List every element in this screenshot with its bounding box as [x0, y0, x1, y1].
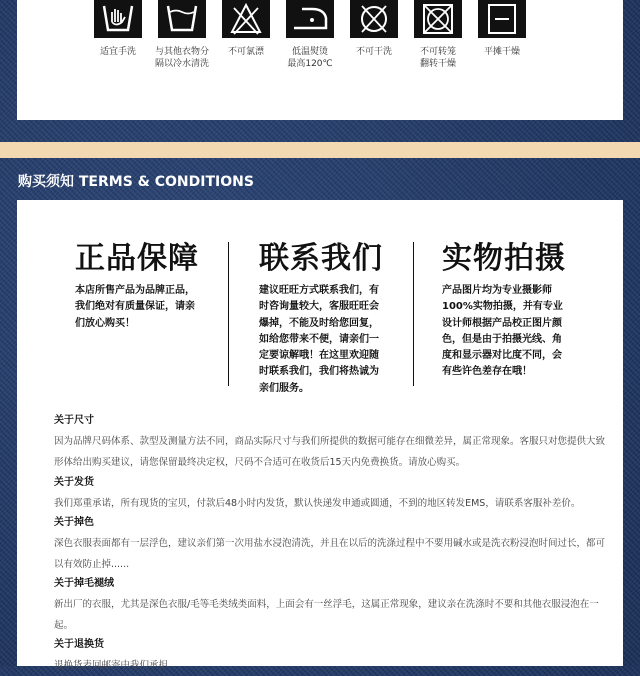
note-text: 因为品牌尺码体系、款型及测量方法不同，商品实际尺寸与我们所提供的数据可能存在细微差异，属正常现象。客服只对您提供大致形体给出购买建议，请您保留最终决定权，尺码不合适可在收货后15天内免费换货。请放心购买。: [54, 436, 606, 468]
dry-flat-icon: [478, 0, 526, 38]
column-body: 本店所售产品为品牌正品， 我们绝对有质量保证，请亲 们放心购买！: [75, 285, 195, 329]
care-label: 与其他衣物分 隔以冷水清洗: [154, 47, 209, 69]
note-heading: 关于尺寸: [54, 415, 94, 426]
column-contact: [259, 242, 419, 397]
note-text: 我们郑重承诺，所有现货的宝贝，付款后48小时内发货，默认快递发申通或圆通，不到的地区转发EMS，请联系客服补差价。: [54, 498, 581, 509]
note-lint: [54, 577, 614, 636]
column-divider: [228, 242, 229, 386]
note-size: [54, 414, 614, 473]
care-label: 不可转笼 翻转干燥: [419, 47, 456, 69]
note-text: 深色衣服表面都有一层浮色，建议亲们第一次用盐水浸泡清洗，并且在以后的洗涤过程中不要用碱水或是洗衣粉浸泡时间过长，都可以有效防止掉......: [54, 538, 606, 570]
terms-panel: [17, 200, 623, 671]
care-instructions-panel: [17, 0, 623, 120]
low-temp-iron-icon: [286, 0, 334, 38]
care-label: 适宜手洗: [99, 47, 136, 57]
note-heading: 关于掉毛褪绒: [54, 578, 114, 589]
column-title: 实物拍摄: [442, 241, 566, 276]
care-label: 平摊干燥: [483, 47, 520, 57]
note-color-fading: [54, 516, 614, 575]
no-bleach-icon: [222, 0, 270, 38]
note-heading: 关于掉色: [54, 517, 94, 528]
note-text: 退换货表回邮寄中我们承担: [54, 660, 169, 671]
care-label: 不可氯漂: [227, 47, 264, 57]
hand-wash-icon: [94, 0, 142, 38]
column-divider: [413, 242, 414, 386]
column-authentic: [75, 242, 235, 332]
column-title: 正品保障: [75, 241, 199, 276]
note-shipping: [54, 476, 614, 514]
note-heading: 关于退换货: [54, 639, 104, 650]
column-title: 联系我们: [259, 241, 383, 276]
care-item-dry-flat: [462, 0, 542, 58]
care-label: 低温熨烫 最高120℃: [287, 47, 333, 69]
column-body: 建议旺旺方式联系我们，有 时咨询量较大，客服旺旺会 爆掉，不能及时给您回复， 如给您带来不便，请亲们一 定要谅解哦！在这里欢迎随 时联系我们，我们将热诚为 亲们服务。: [259, 285, 379, 394]
note-returns: [54, 638, 614, 676]
no-tumble-dry-icon: [414, 0, 462, 38]
divider-stripe: [0, 142, 640, 158]
column-body: 产品图片均为专业摄影师 100%实物拍摄，并有专业 设计师根据产品校正图片颜 色，但是由于拍摄光线、角 度和显示器对比度不同，会 有些许色差存在哦！: [442, 285, 563, 378]
no-dry-clean-icon: [350, 0, 398, 38]
note-text: 新出厂的衣服，尤其是深色衣服/毛等毛类绒类面料，上面会有一丝浮毛，这属正常现象，建议亲在洗涤时不要和其他衣服浸泡在一起。: [54, 599, 599, 631]
section-title: 购买须知 TERMS & CONDITIONS: [18, 174, 254, 190]
care-label: 不可干洗: [355, 47, 392, 57]
separate-cold-wash-icon: [158, 0, 206, 38]
column-photos: [442, 242, 607, 381]
note-heading: 关于发货: [54, 477, 94, 488]
